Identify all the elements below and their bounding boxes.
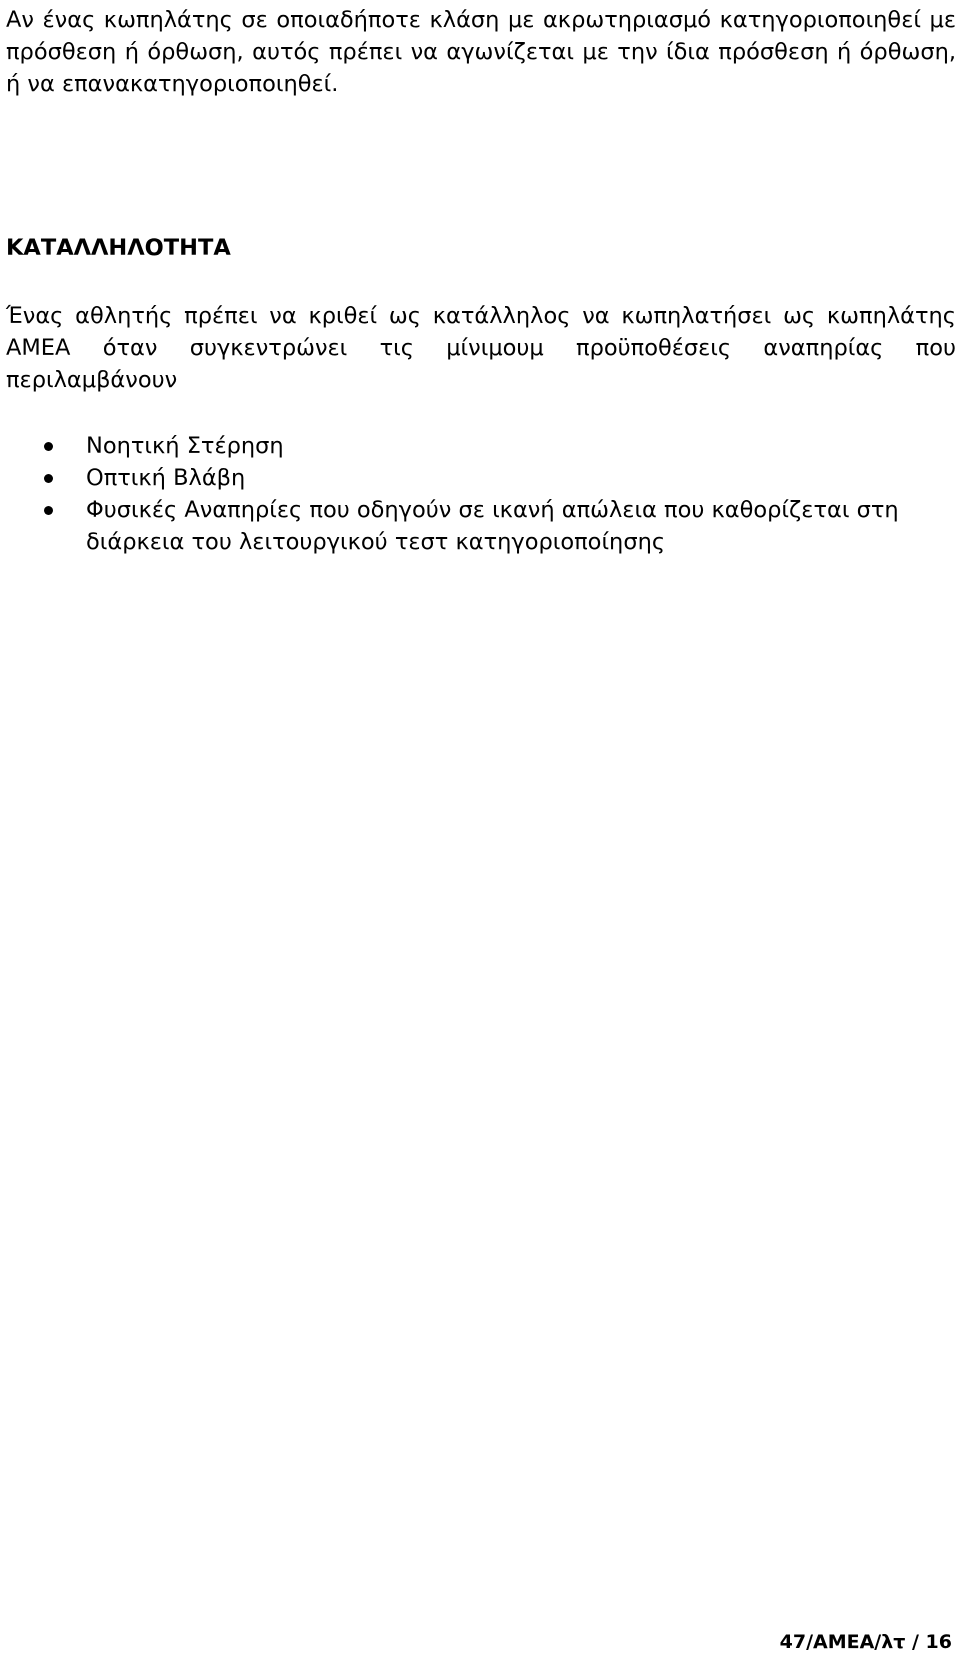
bullet-icon [44, 506, 53, 515]
list-item [0, 430, 956, 462]
page-footer: 47/ΑΜΕΑ/λτ / 16 [779, 1631, 952, 1653]
list-item [0, 462, 956, 494]
section-heading: ΚΑΤΑΛΛΗΛΟΤΗΤΑ [6, 235, 231, 261]
list-item-label: Φυσικές Αναπηρίες που οδηγούν σε ικανή απώλεια που καθορίζεται στη διάρκεια του λειτουργικού τεστ κατηγοριοποίησης [86, 497, 899, 555]
eligibility-paragraph: Ένας αθλητής πρέπει να κριθεί ως κατάλληλος να κωπηλατήσει ως κωπηλάτης ΑΜΕΑ όταν συγκεντρώνει τις μίνιμουμ προϋποθέσεις αναπηρίας που περιλαμβάνουν [6, 303, 956, 393]
list-item-label: Νοητική Στέρηση [86, 433, 284, 459]
bullet-icon [44, 474, 53, 483]
bullet-icon [44, 442, 53, 451]
intro-paragraph: Αν ένας κωπηλάτης σε οποιαδήποτε κλάση με ακρωτηριασμό κατηγοριοποιηθεί με πρόσθεση ή όρθωση, αυτός πρέπει να αγωνίζεται με την ίδια πρόσθεση ή όρθωση, ή να επανακατηγοριοποιηθεί. [6, 7, 956, 97]
list-item-label: Οπτική Βλάβη [86, 465, 246, 491]
eligibility-list [0, 430, 960, 558]
list-item [0, 494, 956, 558]
